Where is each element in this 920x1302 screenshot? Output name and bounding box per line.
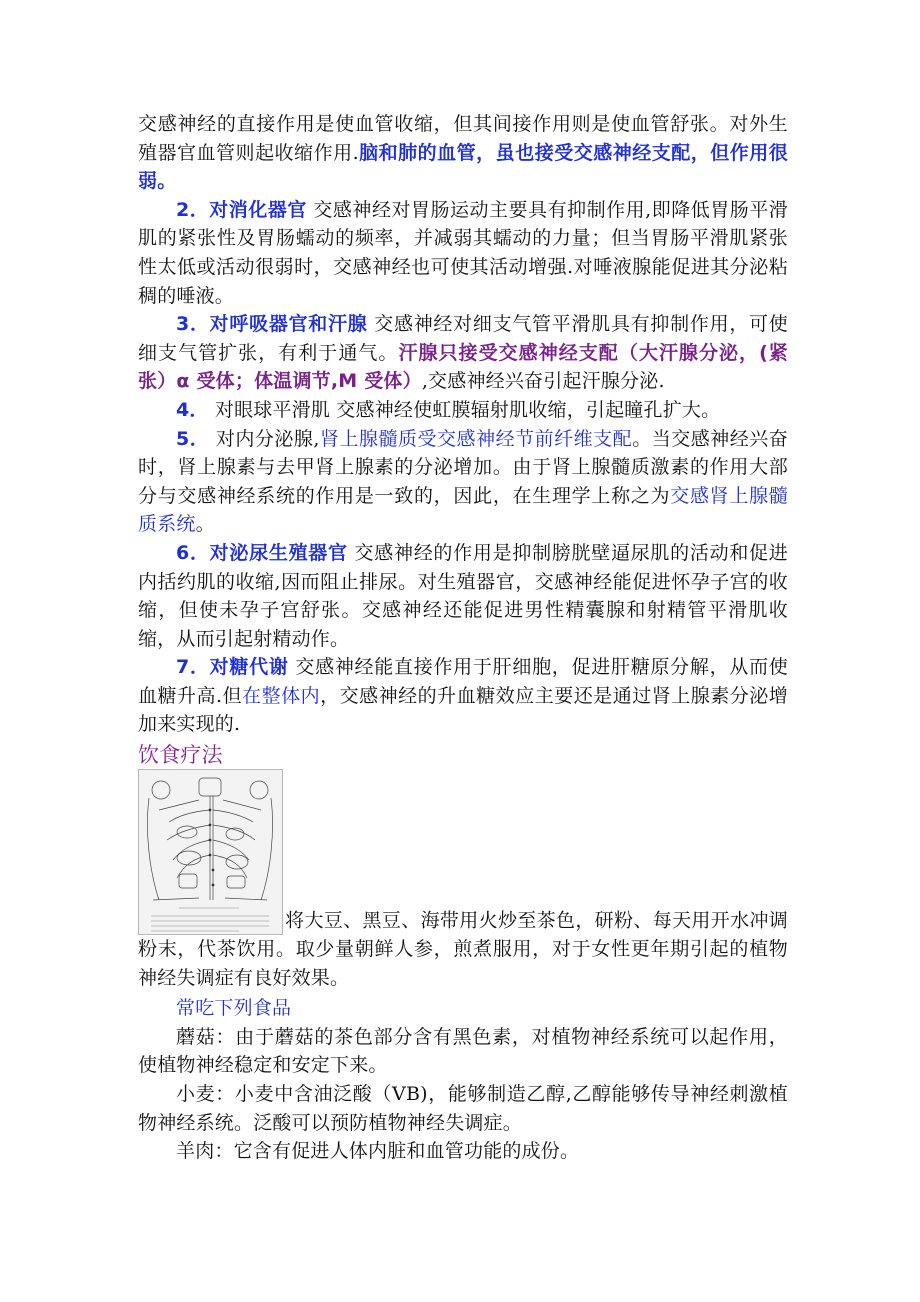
paragraph-heading: 3．对呼吸器官和汗腺 <box>176 313 368 336</box>
paragraph-text: 。 <box>195 513 215 536</box>
nervous-system-diagram <box>138 769 283 935</box>
emphasis-text: 交感肾上腺髓质系统 <box>138 484 788 536</box>
section-heading: 饮食疗法 <box>138 743 223 768</box>
paragraph-urogenital <box>138 539 788 653</box>
paragraph-text: 交感神经的直接作用是使血管收缩，但其间接作用则是使血管舒张。对外生殖器官血管则起收缩作用. <box>138 113 788 164</box>
emphasis-text: 在整体内 <box>242 684 321 707</box>
paragraph-glucose <box>138 653 788 739</box>
paragraph-heading: 7．对糖代谢 <box>176 656 289 679</box>
paragraph-heading: 2．对消化器官 <box>176 198 307 221</box>
diagram-drawing <box>139 770 282 934</box>
paragraph-heading: 5． <box>176 427 210 450</box>
paragraph-heading: 4． <box>176 398 209 421</box>
food-item: 小麦：小麦中含油泛酸（VB)，能够制造乙醇,乙醇能够传导神经刺激植物神经系统。泛酸可以预防植物神经失调症。 <box>138 1083 788 1134</box>
emphasis-text: 肾上腺髓质受交感神经节前纤维支配 <box>319 427 633 450</box>
paragraph-text: 交感神经的作用是抑制膀胱壁逼尿肌的活动和促进内括约肌的收缩,因而阻止排尿。对生殖器官，交感神经能促进怀孕子宫的收缩，但使未孕子宫舒张。交感神经还能促进男性精囊腺和射精管平滑肌收缩，从而引起射精动作。 <box>138 541 788 650</box>
paragraph-digestive <box>138 196 788 310</box>
paragraph-respiratory <box>138 310 788 396</box>
paragraph-text: 对内分泌腺, <box>209 427 320 450</box>
paragraph-text: 交感神经对胃肠运动主要具有抑制作用,即降低胃肠平滑肌的紧张性及胃肠蠕动的频率，并减弱其蠕动的力量；但当胃肠平滑肌紧张性太低或活动很弱时，交感神经也可使其活动增强.对唾液腺能促进其分泌粘稠的唾液。 <box>138 198 789 307</box>
paragraph-eye <box>138 396 788 425</box>
food-item: 蘑菇：由于蘑菇的茶色部分含有黑色素，对植物神经系统可以起作用，使植物神经稳定和安定下来。 <box>138 1025 788 1077</box>
emphasis-text: 汗腺只接受交感神经支配（大汗腺分泌，(紧张）α 受体；体温调节,M 受体） <box>138 341 788 393</box>
paragraph-endocrine <box>138 425 788 539</box>
paragraph-text: 交感神经能直接作用于肝细胞，促进肝糖原分解，从而使血糖升高.但 <box>138 656 789 707</box>
paragraph-text: 交感神经对细支气管平滑肌具有抑制作用，可使细支气管扩张，有利于通气。 <box>138 313 788 364</box>
emphasis-text: 脑和肺的血管，虽也接受交感神经支配，但作用很弱。 <box>138 141 788 193</box>
paragraph-text: 对眼球平滑肌 交感神经使虹膜辐射肌收缩，引起瞳孔扩大。 <box>208 398 721 421</box>
paragraph-text: ,交感神经兴奋引起汗腺分泌. <box>421 370 665 393</box>
foods-subheading: 常吃下列食品 <box>176 997 292 1020</box>
diet-paragraph <box>138 769 788 992</box>
paragraph-blood-vessels <box>138 110 788 196</box>
diet-text: 将大豆、黑豆、海带用火炒至茶色，研粉、每天用开水冲调粉末，代茶饮用。取少量朝鲜人参，煎煮服用，对于女性更年期引起的植物神经失调症有良好效果。 <box>138 909 788 989</box>
document-page <box>138 110 788 1166</box>
paragraph-text: ，交感神经的升血糖效应主要还是通过肾上腺素分泌增加来实现的. <box>138 684 788 736</box>
food-item: 羊肉：它含有促进人体内脏和血管功能的成份。 <box>176 1140 580 1163</box>
paragraph-heading: 6．对泌尿生殖器官 <box>176 541 348 564</box>
paragraph-text: 。当交感神经兴奋时，肾上腺素与去甲肾上腺素的分泌增加。由于肾上腺髓质激素的作用大部分与交感神经系统的作用是一致的，因此，在生理学上称之为 <box>138 427 789 507</box>
